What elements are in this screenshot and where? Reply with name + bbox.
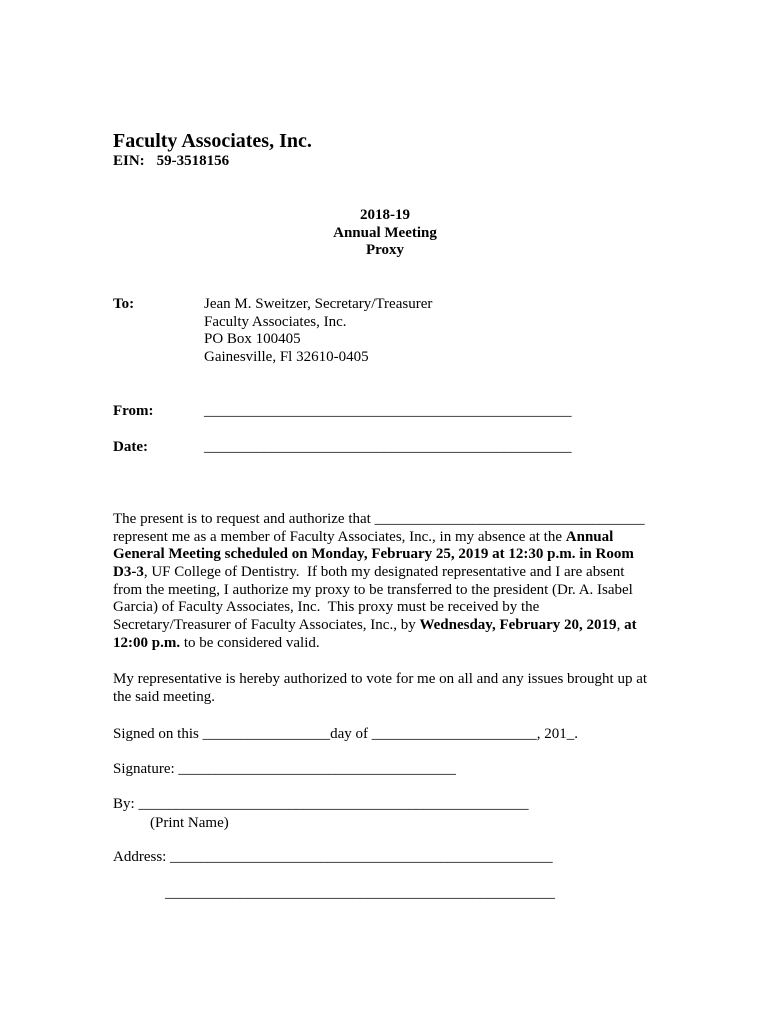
signed-on-line: [113, 726, 578, 744]
bold-text: Wednesday, February 20, 2019: [419, 617, 617, 634]
by-line: [113, 796, 528, 814]
bold-text: D3-3: [113, 564, 144, 581]
address-blank-second-line: ____________________________________________________: [165, 885, 555, 901]
to-label: To:: [113, 296, 135, 312]
year-suffix: , 201_.: [536, 726, 578, 742]
paragraph-text: to be considered valid.: [180, 634, 320, 651]
from-label: From:: [113, 403, 154, 419]
paragraph-line: [113, 635, 645, 653]
signed-on-mid: day of: [330, 726, 372, 742]
paragraph-line: [113, 617, 645, 635]
printed-name-blank: ____________________________________________________: [138, 796, 529, 812]
paragraph-text: , UF College of Dentistry. If both my designated representative and I are absent: [143, 564, 625, 581]
representative-name-blank: ____________________________________: [374, 511, 645, 527]
paragraph-text: from the meeting, I authorize my proxy to be transferred to the president (Dr. A. Isabel: [113, 581, 633, 598]
signature-label: Signature:: [113, 761, 179, 777]
authorization-paragraph: [113, 511, 645, 653]
from-blank: _________________________________________________: [204, 403, 572, 419]
document-title: [0, 207, 770, 260]
ein-label: EIN:: [113, 153, 145, 169]
company-name: Faculty Associates, Inc.: [113, 130, 312, 152]
recipient-po-box: PO Box 100405: [204, 331, 301, 348]
recipient-organization: Faculty Associates, Inc.: [204, 313, 347, 330]
paragraph-line: [113, 511, 645, 529]
bold-text: at: [624, 617, 637, 634]
recipient-city-state-zip: Gainesville, Fl 32610-0405: [204, 349, 369, 366]
address-blank: ___________________________________________________: [170, 849, 553, 865]
fiscal-year: 2018-19: [360, 207, 410, 223]
bold-text: 12:00 p.m.: [113, 634, 181, 651]
by-label: By:: [113, 796, 139, 812]
bold-text: Annual: [565, 528, 614, 545]
date-label: Date:: [113, 439, 148, 455]
day-blank: _________________: [202, 726, 331, 742]
paragraph-line: [113, 529, 645, 547]
paragraph-line: the said meeting.: [113, 688, 216, 705]
meeting-name: Annual Meeting: [333, 224, 437, 241]
document-type: Proxy: [365, 242, 405, 259]
month-blank: ______________________: [371, 726, 537, 742]
date-blank: _________________________________________________: [204, 439, 572, 455]
paragraph-line: [113, 564, 645, 582]
ein-line: [113, 153, 229, 171]
paragraph-line: [113, 582, 645, 600]
paragraph-text: represent me as a member of Faculty Associates, Inc., in my absence at the: [113, 528, 566, 545]
bold-text: General Meeting scheduled on Monday, February 25, 2019 at 12:30 p.m. in Room: [113, 546, 634, 563]
signature-blank: _____________________________________: [178, 761, 456, 777]
paragraph-text: Garcia) of Faculty Associates, Inc. This proxy must be received by the: [113, 599, 540, 616]
paragraph-line: My representative is hereby authorized to vote for me on all and any issues brought up at: [113, 671, 648, 687]
print-name-caption: (Print Name): [150, 815, 229, 831]
paragraph-text: Secretary/Treasurer of Faculty Associates, Inc., by: [113, 617, 420, 634]
paragraph-line: [113, 599, 645, 617]
paragraph-text: ,: [616, 617, 625, 634]
recipient-address: [204, 296, 432, 367]
paragraph-line: [113, 546, 645, 564]
address-line: [113, 849, 553, 867]
signed-on-prefix: Signed on this: [113, 726, 203, 742]
ein-value: 59-3518156: [156, 153, 230, 169]
recipient-name: Jean M. Sweitzer, Secretary/Treasurer: [204, 296, 433, 312]
voting-authority-paragraph: [113, 671, 647, 706]
signature-line: [113, 761, 456, 779]
paragraph-text: The present is to request and authorize that: [113, 511, 375, 527]
address-label: Address:: [113, 849, 171, 865]
